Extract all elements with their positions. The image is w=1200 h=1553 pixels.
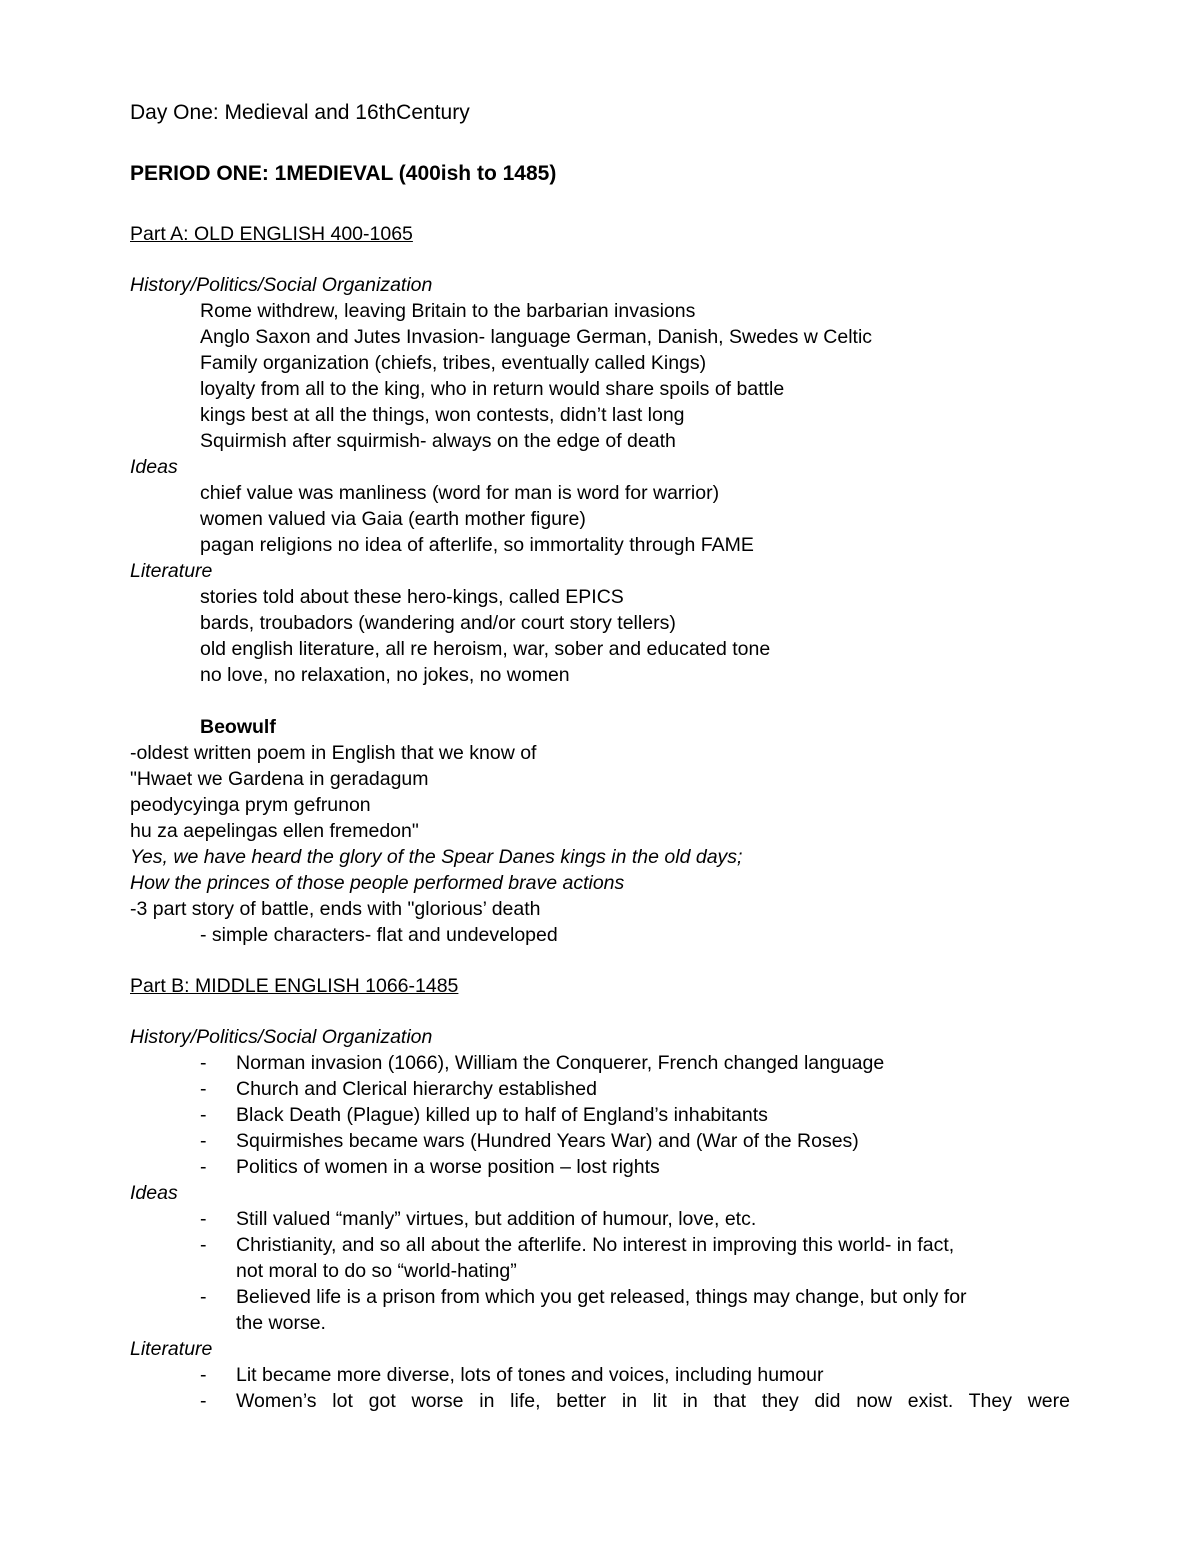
bullet-dash: - xyxy=(200,1130,207,1152)
part-a-ideas-label: Ideas xyxy=(130,456,178,478)
part-a-literature-label: Literature xyxy=(130,560,213,582)
part-a-history-item: kings best at all the things, won contests, didn’t last long xyxy=(200,404,685,426)
part-a-ideas-item: women valued via Gaia (earth mother figure) xyxy=(200,508,586,530)
part-a-history-item: Squirmish after squirmish- always on the edge of death xyxy=(200,430,676,452)
bullet-dash: - xyxy=(200,1078,207,1100)
beowulf-title: Beowulf xyxy=(200,716,276,738)
part-a-history-item: Rome withdrew, leaving Britain to the barbarian invasions xyxy=(200,300,696,322)
part-b-ideas-label: Ideas xyxy=(130,1182,178,1204)
part-a-literature-item: bards, troubadors (wandering and/or court story tellers) xyxy=(200,612,676,634)
period-heading: PERIOD ONE: 1MEDIEVAL (400ish to 1485) xyxy=(130,162,557,185)
beowulf-line: "Hwaet we Gardena in geradagum xyxy=(130,768,429,790)
page-title: Day One: Medieval and 16thCentury xyxy=(130,101,470,124)
part-a-literature-item: stories told about these hero-kings, called EPICS xyxy=(200,586,624,608)
beowulf-line: hu za aepelingas ellen fremedon" xyxy=(130,820,419,842)
bullet-dash: - xyxy=(200,1156,207,1178)
part-b-literature-item: Women’s lot got worse in life, better in lit in that they did now exist. They were xyxy=(236,1390,1070,1412)
part-b-history-item: Squirmishes became wars (Hundred Years War) and (War of the Roses) xyxy=(236,1130,859,1152)
part-b-history-label: History/Politics/Social Organization xyxy=(130,1026,433,1048)
beowulf-note: -3 part story of battle, ends with "glorious’ death xyxy=(130,898,541,920)
part-b-ideas-item: Christianity, and so all about the afterlife. No interest in improving this world- in fact, xyxy=(236,1234,955,1256)
part-b-history-item: Norman invasion (1066), William the Conquerer, French changed language xyxy=(236,1052,885,1074)
part-b-history-item: Church and Clerical hierarchy established xyxy=(236,1078,597,1100)
bullet-dash: - xyxy=(200,1052,207,1074)
bullet-dash: - xyxy=(200,1286,207,1308)
beowulf-line: peodycyinga prym gefrunon xyxy=(130,794,371,816)
part-b-history-item: Black Death (Plague) killed up to half of England’s inhabitants xyxy=(236,1104,768,1126)
part-a-heading: Part A: OLD ENGLISH 400-1065 xyxy=(130,223,413,245)
part-b-literature-item: Lit became more diverse, lots of tones and voices, including humour xyxy=(236,1364,824,1386)
beowulf-sub-note: - simple characters- flat and undeveloped xyxy=(200,924,558,946)
part-a-literature-item: no love, no relaxation, no jokes, no women xyxy=(200,664,570,686)
part-a-literature-item: old english literature, all re heroism, war, sober and educated tone xyxy=(200,638,771,660)
beowulf-line: -oldest written poem in English that we know of xyxy=(130,742,537,764)
part-b-history-item: Politics of women in a worse position – lost rights xyxy=(236,1156,660,1178)
bullet-dash: - xyxy=(200,1208,207,1230)
part-a-ideas-item: chief value was manliness (word for man is word for warrior) xyxy=(200,482,720,504)
part-a-history-item: Anglo Saxon and Jutes Invasion- language German, Danish, Swedes w Celtic xyxy=(200,326,873,348)
part-a-ideas-item: pagan religions no idea of afterlife, so immortality through FAME xyxy=(200,534,754,556)
bullet-dash: - xyxy=(200,1234,207,1256)
bullet-dash: - xyxy=(200,1364,207,1386)
part-a-history-label: History/Politics/Social Organization xyxy=(130,274,433,296)
part-b-ideas-item: Believed life is a prison from which you get released, things may change, but only for xyxy=(236,1286,967,1308)
part-b-ideas-item-continued: not moral to do so “world-hating” xyxy=(236,1260,517,1282)
part-b-literature-label: Literature xyxy=(130,1338,213,1360)
part-b-heading: Part B: MIDDLE ENGLISH 1066-1485 xyxy=(130,975,459,997)
part-a-history-item: loyalty from all to the king, who in return would share spoils of battle xyxy=(200,378,785,400)
part-b-ideas-item-continued: the worse. xyxy=(236,1312,326,1334)
bullet-dash: - xyxy=(200,1390,207,1412)
part-b-ideas-item: Still valued “manly” virtues, but addition of humour, love, etc. xyxy=(236,1208,757,1230)
beowulf-translation: Yes, we have heard the glory of the Spear Danes kings in the old days; xyxy=(130,846,743,868)
part-a-history-item: Family organization (chiefs, tribes, eventually called Kings) xyxy=(200,352,707,374)
beowulf-translation: How the princes of those people performed brave actions xyxy=(130,872,625,894)
bullet-dash: - xyxy=(200,1104,207,1126)
